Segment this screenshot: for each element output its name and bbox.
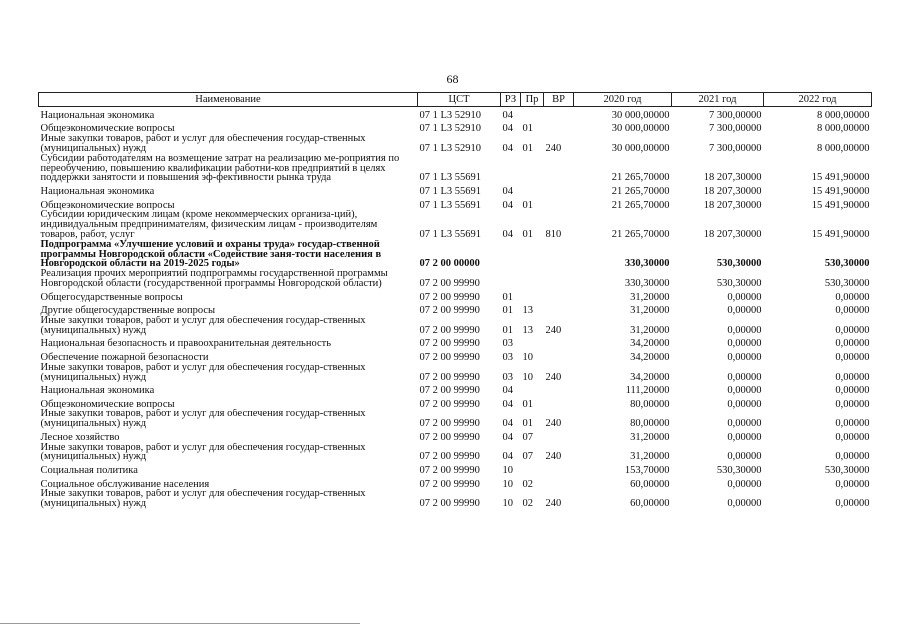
- cell-rz: 04: [502, 431, 513, 443]
- header-pr: Пр: [521, 93, 544, 107]
- cell-2022: 15 491,90000: [811, 228, 870, 240]
- cell-name: Национальная безопасность и правоохранительная деятельность: [40, 338, 332, 350]
- cell-csr: 07 2 00 99990: [419, 431, 480, 443]
- cell-csr: 07 2 00 99990: [419, 478, 480, 490]
- cell-rz: [501, 269, 521, 289]
- page-number: 68: [446, 72, 459, 86]
- cell-name: Субсидии юридическим лицам (кроме некоммерческих организа-ций), индивидуальным предпринимателям, физическим лицам - производителям товаров, работ, услуг: [40, 210, 378, 240]
- cell-2020: 30 000,00000: [611, 109, 670, 121]
- cell-name: Реализация прочих мероприятий подпрограммы государственной программы Новгородской области (государственной программы Новгородской области): [40, 269, 388, 289]
- cell-2021: 18 207,30000: [703, 172, 762, 184]
- cell-2020: 31,20000: [630, 451, 670, 463]
- cell-2022: 8 000,00000: [817, 109, 870, 121]
- cell-name: Национальная экономика: [40, 385, 155, 396]
- table-row: [39, 476, 872, 490]
- cell-name: Общеэкономические вопросы: [40, 123, 175, 135]
- cell-vr: [544, 269, 574, 289]
- cell-vr: 240: [545, 324, 562, 336]
- cell-rz: 04: [502, 109, 513, 121]
- cell-csr: 07 2 00 00000: [419, 258, 480, 270]
- cell-pr: 01: [522, 228, 533, 240]
- cell-2020: 111,20000: [625, 385, 670, 396]
- header-2021: 2021 год: [672, 93, 764, 107]
- cell-2022: 0,00000: [835, 371, 870, 383]
- cell-2021: 530,30000: [716, 465, 762, 476]
- bottom-rule: [0, 623, 360, 624]
- cell-vr: 240: [545, 371, 562, 383]
- cell-csr: 07 2 00 99990: [419, 305, 480, 316]
- cell-2021: 18 207,30000: [703, 199, 762, 211]
- cell-vr: [544, 429, 574, 443]
- cell-pr: 02: [522, 498, 533, 510]
- cell-rz: [501, 154, 521, 183]
- cell-2022: 8 000,00000: [817, 142, 870, 154]
- cell-2022: 0,00000: [835, 385, 870, 396]
- header-2022: 2022 год: [764, 93, 872, 107]
- cell-2020: 34,20000: [630, 351, 670, 363]
- cell-name: Обеспечение пожарной безопасности: [40, 351, 209, 363]
- cell-2020: 21 265,70000: [611, 172, 670, 184]
- table-row: [39, 382, 872, 396]
- cell-2020: 31,20000: [630, 431, 670, 443]
- cell-pr: [521, 336, 544, 350]
- cell-name: Иные закупки товаров, работ и услуг для обеспечения государ-ственных (муниципальных) нужд: [40, 489, 366, 510]
- cell-2020: 60,00000: [630, 498, 670, 510]
- cell-vr: [544, 121, 574, 135]
- table-row: [39, 210, 872, 239]
- cell-rz: 03: [502, 338, 513, 350]
- cell-name: Общегосударственные вопросы: [40, 291, 183, 303]
- header-name: Наименование: [39, 93, 418, 107]
- cell-name: Другие общегосударственные вопросы: [40, 305, 216, 316]
- cell-2022: 0,00000: [835, 451, 870, 463]
- cell-2021: 18 207,30000: [703, 185, 762, 197]
- cell-2021: 0,00000: [727, 291, 762, 303]
- cell-vr: [544, 107, 574, 121]
- cell-2020: 330,30000: [624, 258, 670, 270]
- cell-rz: 04: [502, 123, 513, 135]
- cell-pr: [521, 107, 544, 121]
- cell-vr: 240: [545, 451, 562, 463]
- cell-vr: 240: [545, 418, 562, 430]
- cell-csr: 07 1 L3 52910: [419, 109, 482, 121]
- table-row: [39, 183, 872, 197]
- cell-2022: 15 491,90000: [811, 199, 870, 211]
- table-row: [39, 443, 872, 463]
- cell-2021: 0,00000: [727, 451, 762, 463]
- cell-pr: 01: [522, 123, 533, 135]
- cell-2021: 0,00000: [727, 478, 762, 490]
- cell-vr: [544, 349, 574, 363]
- table-row: [39, 197, 872, 211]
- cell-vr: [544, 476, 574, 490]
- cell-2021: 7 300,00000: [709, 109, 762, 121]
- cell-pr: 01: [522, 142, 533, 154]
- cell-2021: 0,00000: [727, 305, 762, 316]
- cell-vr: [544, 396, 574, 410]
- cell-2021: 530,30000: [716, 258, 762, 270]
- cell-name: Иные закупки товаров, работ и услуг для обеспечения государ-ственных (муниципальных) нужд: [40, 442, 366, 463]
- cell-rz: 10: [502, 465, 513, 476]
- cell-name: Национальная экономика: [40, 109, 155, 121]
- cell-vr: 810: [545, 228, 562, 240]
- cell-pr: 13: [522, 305, 533, 316]
- cell-pr: [521, 269, 544, 289]
- cell-2022: 15 491,90000: [811, 185, 870, 197]
- cell-vr: 240: [545, 142, 562, 154]
- cell-rz: 04: [502, 398, 513, 410]
- table-row: [39, 429, 872, 443]
- cell-csr: 07 1 L3 52910: [419, 123, 482, 135]
- table-row: [39, 240, 872, 269]
- table-row: [39, 489, 872, 509]
- cell-2021: 7 300,00000: [709, 142, 762, 154]
- cell-vr: [544, 154, 574, 183]
- cell-pr: 10: [522, 371, 533, 383]
- cell-2020: 21 265,70000: [611, 185, 670, 197]
- cell-vr: [544, 462, 574, 476]
- cell-2020: 21 265,70000: [611, 228, 670, 240]
- cell-rz: 03: [502, 371, 513, 383]
- cell-csr: 07 2 00 99990: [419, 371, 480, 383]
- cell-csr: 07 2 00 99990: [419, 465, 480, 476]
- header-row: [39, 93, 872, 107]
- cell-pr: 10: [522, 351, 533, 363]
- cell-2021: 0,00000: [727, 431, 762, 443]
- table-row: [39, 462, 872, 476]
- cell-name: Субсидии работодателям на возмещение затрат на реализацию ме-роприятия по переобучению, повышению квалификации работни-ков предприятий в целях поддержки занятости и повышения эф-фективности рынка труда: [40, 153, 400, 184]
- cell-2020: 330,30000: [624, 277, 670, 289]
- table-row: [39, 349, 872, 363]
- cell-2020: 31,20000: [630, 305, 670, 316]
- cell-csr: 07 2 00 99990: [419, 291, 480, 303]
- cell-csr: 07 2 00 99990: [419, 398, 480, 410]
- cell-rz: 04: [502, 142, 513, 154]
- cell-csr: 07 1 L3 52910: [419, 142, 482, 154]
- cell-2020: 34,20000: [630, 371, 670, 383]
- cell-vr: 240: [545, 498, 562, 510]
- cell-csr: 07 1 L3 55691: [419, 185, 482, 197]
- cell-vr: [544, 382, 574, 396]
- cell-2021: 0,00000: [727, 351, 762, 363]
- cell-2020: 80,00000: [630, 398, 670, 410]
- cell-2022: 0,00000: [835, 338, 870, 350]
- cell-rz: [501, 240, 521, 269]
- cell-2020: 31,20000: [630, 324, 670, 336]
- cell-pr: 13: [522, 324, 533, 336]
- cell-2020: 153,70000: [624, 465, 670, 476]
- cell-rz: 04: [502, 451, 513, 463]
- cell-2022: 530,30000: [824, 258, 870, 270]
- cell-rz: 01: [502, 305, 513, 316]
- cell-name: Иные закупки товаров, работ и услуг для обеспечения государ-ственных (муниципальных) нужд: [40, 134, 366, 154]
- cell-pr: [521, 382, 544, 396]
- table-row: [39, 289, 872, 303]
- table-row: [39, 154, 872, 183]
- cell-name: Социальная политика: [40, 465, 138, 476]
- cell-2021: 18 207,30000: [703, 228, 762, 240]
- cell-rz: 04: [502, 228, 513, 240]
- cell-2022: 0,00000: [835, 498, 870, 510]
- cell-2022: 0,00000: [835, 398, 870, 410]
- cell-csr: 07 2 00 99990: [419, 451, 480, 463]
- cell-2022: 530,30000: [824, 465, 870, 476]
- table-row: [39, 396, 872, 410]
- cell-2022: 530,30000: [824, 277, 870, 289]
- cell-rz: 10: [502, 498, 513, 510]
- header-rz: РЗ: [501, 93, 521, 107]
- table-row: [39, 336, 872, 350]
- cell-pr: 07: [522, 431, 533, 443]
- cell-vr: [544, 302, 574, 316]
- cell-2022: 0,00000: [835, 351, 870, 363]
- cell-rz: 04: [502, 385, 513, 396]
- cell-name: Иные закупки товаров, работ и услуг для обеспечения государ-ственных (муниципальных) нужд: [40, 409, 366, 430]
- cell-2021: 0,00000: [727, 338, 762, 350]
- cell-pr: [521, 154, 544, 183]
- table-row: [39, 269, 872, 289]
- cell-rz: 04: [502, 418, 513, 430]
- cell-2022: 0,00000: [835, 418, 870, 430]
- cell-2021: 0,00000: [727, 385, 762, 396]
- cell-name: Лесное хозяйство: [40, 431, 120, 443]
- cell-vr: [544, 197, 574, 211]
- cell-csr: 07 2 00 99990: [419, 338, 480, 350]
- cell-name: Подпрограмма «Улучшение условий и охраны труда» государ-ственной программы Новгородской области «Содействие заня-тости населения в Новгородской области на 2019-2025 годы»: [40, 239, 382, 270]
- cell-csr: 07 2 00 99990: [419, 385, 480, 396]
- cell-2021: 0,00000: [727, 418, 762, 430]
- cell-2022: 0,00000: [835, 324, 870, 336]
- cell-vr: [544, 289, 574, 303]
- table-row: [39, 107, 872, 121]
- cell-2020: 21 265,70000: [611, 199, 670, 211]
- cell-2021: 0,00000: [727, 498, 762, 510]
- cell-csr: 07 1 L3 55691: [419, 228, 482, 240]
- budget-table: [38, 92, 872, 509]
- table-row: [39, 363, 872, 383]
- cell-2022: 0,00000: [835, 305, 870, 316]
- cell-csr: 07 1 L3 55691: [419, 172, 482, 184]
- cell-rz: 10: [502, 478, 513, 490]
- cell-name: Общеэкономические вопросы: [40, 398, 175, 410]
- cell-rz: 01: [502, 324, 513, 336]
- cell-2021: 0,00000: [727, 398, 762, 410]
- cell-2022: 0,00000: [835, 431, 870, 443]
- table-row: [39, 134, 872, 154]
- header-csr: ЦСТ: [418, 93, 501, 107]
- cell-2020: 30 000,00000: [611, 123, 670, 135]
- cell-vr: [544, 240, 574, 269]
- header-2020: 2020 год: [574, 93, 672, 107]
- cell-2020: 34,20000: [630, 338, 670, 350]
- table-row: [39, 409, 872, 429]
- cell-rz: 01: [502, 291, 513, 303]
- cell-pr: [521, 462, 544, 476]
- cell-2021: 0,00000: [727, 324, 762, 336]
- cell-rz: 04: [502, 199, 513, 211]
- cell-csr: 07 2 00 99990: [419, 418, 480, 430]
- cell-2022: 0,00000: [835, 291, 870, 303]
- cell-name: Социальное обслуживание населения: [40, 478, 210, 490]
- header-vr: ВР: [544, 93, 574, 107]
- table-row: [39, 316, 872, 336]
- cell-pr: [521, 183, 544, 197]
- cell-pr: 01: [522, 199, 533, 211]
- cell-pr: 01: [522, 418, 533, 430]
- cell-2020: 31,20000: [630, 291, 670, 303]
- cell-vr: [544, 336, 574, 350]
- cell-csr: 07 2 00 99990: [419, 324, 480, 336]
- cell-pr: 02: [522, 478, 533, 490]
- cell-2021: 0,00000: [727, 371, 762, 383]
- cell-name: Общеэкономические вопросы: [40, 199, 175, 211]
- cell-pr: [521, 240, 544, 269]
- cell-csr: 07 1 L3 55691: [419, 199, 482, 211]
- table-body: [39, 107, 872, 510]
- cell-2022: 0,00000: [835, 478, 870, 490]
- cell-csr: 07 2 00 99990: [419, 277, 480, 289]
- cell-csr: 07 2 00 99990: [419, 498, 480, 510]
- table-row: [39, 302, 872, 316]
- cell-csr: 07 2 00 99990: [419, 351, 480, 363]
- cell-rz: 03: [502, 351, 513, 363]
- cell-2021: 530,30000: [716, 277, 762, 289]
- table-row: [39, 121, 872, 135]
- cell-pr: 01: [522, 398, 533, 410]
- cell-name: Иные закупки товаров, работ и услуг для обеспечения государ-ственных (муниципальных) нужд: [40, 315, 366, 336]
- cell-2020: 60,00000: [630, 478, 670, 490]
- cell-2022: 15 491,90000: [811, 172, 870, 184]
- cell-rz: 04: [502, 185, 513, 197]
- cell-vr: [544, 183, 574, 197]
- cell-name: Национальная экономика: [40, 185, 155, 197]
- cell-pr: 07: [522, 451, 533, 463]
- cell-2020: 30 000,00000: [611, 142, 670, 154]
- cell-2022: 8 000,00000: [817, 123, 870, 135]
- cell-name: Иные закупки товаров, работ и услуг для обеспечения государ-ственных (муниципальных) нужд: [40, 362, 366, 383]
- cell-2020: 80,00000: [630, 418, 670, 430]
- cell-pr: [521, 289, 544, 303]
- cell-2021: 7 300,00000: [709, 123, 762, 135]
